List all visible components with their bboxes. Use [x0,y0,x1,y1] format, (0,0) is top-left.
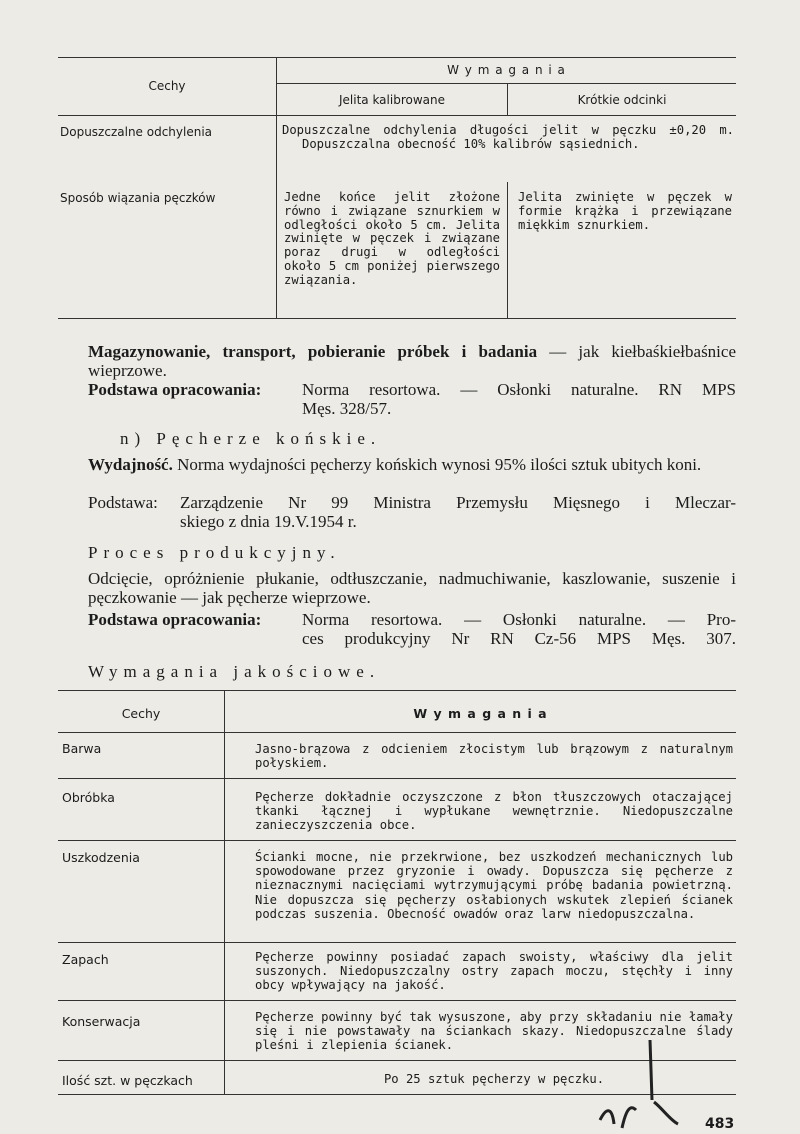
yield-text: Norma wydajności pęcherzy końskich wynosi 95% ilości sztuk ubitych koni. [172,455,702,474]
page-number: 483 [705,1116,735,1132]
label-damage: Uszkodzenia [62,850,140,865]
table-bundle-requirements [58,57,736,319]
row-label-binding: Sposób wiązania pęczków [60,191,216,205]
table-quality-requirements [58,690,736,1100]
req-damage: Ścianki mocne, nie przekrwione, bez uszkodzeń mechanicznych lub spowodowane przez gryzonie i owady. Dopuszcza się pęcherze z nieznacznymi nacięciami wytrzymującymi próbę badania powietrzną. Nie dopuszcza się pęcherzy osłabionych wskutek zlepień ścianek podczas suszenia. Obecność owadów oraz larw niedopuszczalna. [255,850,733,921]
storage-paragraph [88,342,736,380]
basis-3 [88,610,261,629]
row-text-binding-short: Jelita zwinięte w pęczek w formie krążka i przewiązane miękkim sznurkiem. [518,190,732,232]
storage-text: — jak kiełbaśkiełbaśnice wieprzowe. [88,342,736,380]
req-processing: Pęcherze dokładnie oczyszczone z błon tłuszczowych otaczającej tkanki łącznej i wypłukane wewnętrznie. Niedopuszczalne zanieczyszczenia obce. [255,790,733,833]
req-smell: Pęcherze powinny posiadać zapach swoisty, właściwy dla jelit suszonych. Niedopuszczalny ostry zapach moczu, stęchły i inny obcy wpływający na jakość. [255,950,733,993]
row-text-binding-calibrated: Jedne końce jelit złożone równo i związane sznurkiem w odległości około 5 cm. Jelita zwinięte w pęczek i związane poraz drugi w odległości około 5 cm poniżej pierwszego związania. [284,190,500,287]
label-preservation: Konserwacja [62,1014,141,1029]
section-horse-bladders: n) Pęcherze końskie. [120,429,382,448]
basis-1-line1: Norma resortowa. — Osłonki naturalne. RN MPS [302,380,736,399]
row-label-deviation: Dopuszczalne odchylenia [60,125,213,139]
basis-3-line1: Norma resortowa. — Osłonki naturalne. — Pro- [302,610,736,629]
handwritten-mark-icon [592,1040,702,1134]
header-requirements: W y m a g a n i a [447,63,566,77]
basis-1-label: Podstawa opracowania: [88,380,262,399]
process-text: Odcięcie, opróżnienie płukanie, odtłuszczanie, nadmuchiwanie, kaszlowanie, suszenie i pęczkowanie — jak pęcherze wieprzowe. [88,569,736,607]
label-smell: Zapach [62,952,109,967]
row-text-deviation: Dopuszczalne odchylenia długości jelit w pęczku ±0,20 m. Dopuszczalna obecność 10% kalibrów sąsiednich. [282,123,734,151]
label-color: Barwa [62,741,102,756]
label-processing: Obróbka [62,790,115,805]
subheader-short: Krótkie odcinki [577,93,667,107]
basis-1 [88,380,261,399]
quality-title: Wymagania jakościowe. [88,662,381,681]
basis-3-line2: ces produkcyjny Nr RN Cz-56 MPS Męs. 307. [302,629,736,648]
storage-heading: Magazynowanie, transport, pobieranie próbek i badania [88,342,538,361]
basis-3-label: Podstawa opracowania: [88,610,262,629]
yield-paragraph [88,455,736,474]
subheader-calibrated: Jelita kalibrowane [338,93,445,107]
label-count: Ilość szt. w pęczkach [62,1073,193,1088]
basis-1-line2: Męs. 328/57. [302,399,392,418]
basis-2-line1: Zarządzenie Nr 99 Ministra Przemysłu Mięsnego i Mleczar- [180,493,736,512]
yield-label: Wydajność. [88,455,173,474]
header-features: Cechy [148,79,186,93]
t2-header-requirements: W y m a g a n i a [413,706,548,721]
t2-header-features: Cechy [121,706,161,721]
req-color: Jasno-brązowa z odcieniem złocistym lub brązowym z naturalnym połyskiem. [255,742,733,771]
req-count: Po 25 sztuk pęcherzy w pęczku. [383,1072,605,1086]
basis-2-label: Podstawa: [88,493,158,512]
req-preservation: Pęcherze powinny być tak wysuszone, aby przy składaniu nie łamały się i nie powstawały na ściankach skazy. Niedopuszczalne ślady pleśni i zlepienia ścianek. [255,1010,733,1053]
basis-2-line2: skiego z dnia 19.V.1954 r. [180,512,357,531]
process-title: Proces produkcyjny. [88,543,341,562]
